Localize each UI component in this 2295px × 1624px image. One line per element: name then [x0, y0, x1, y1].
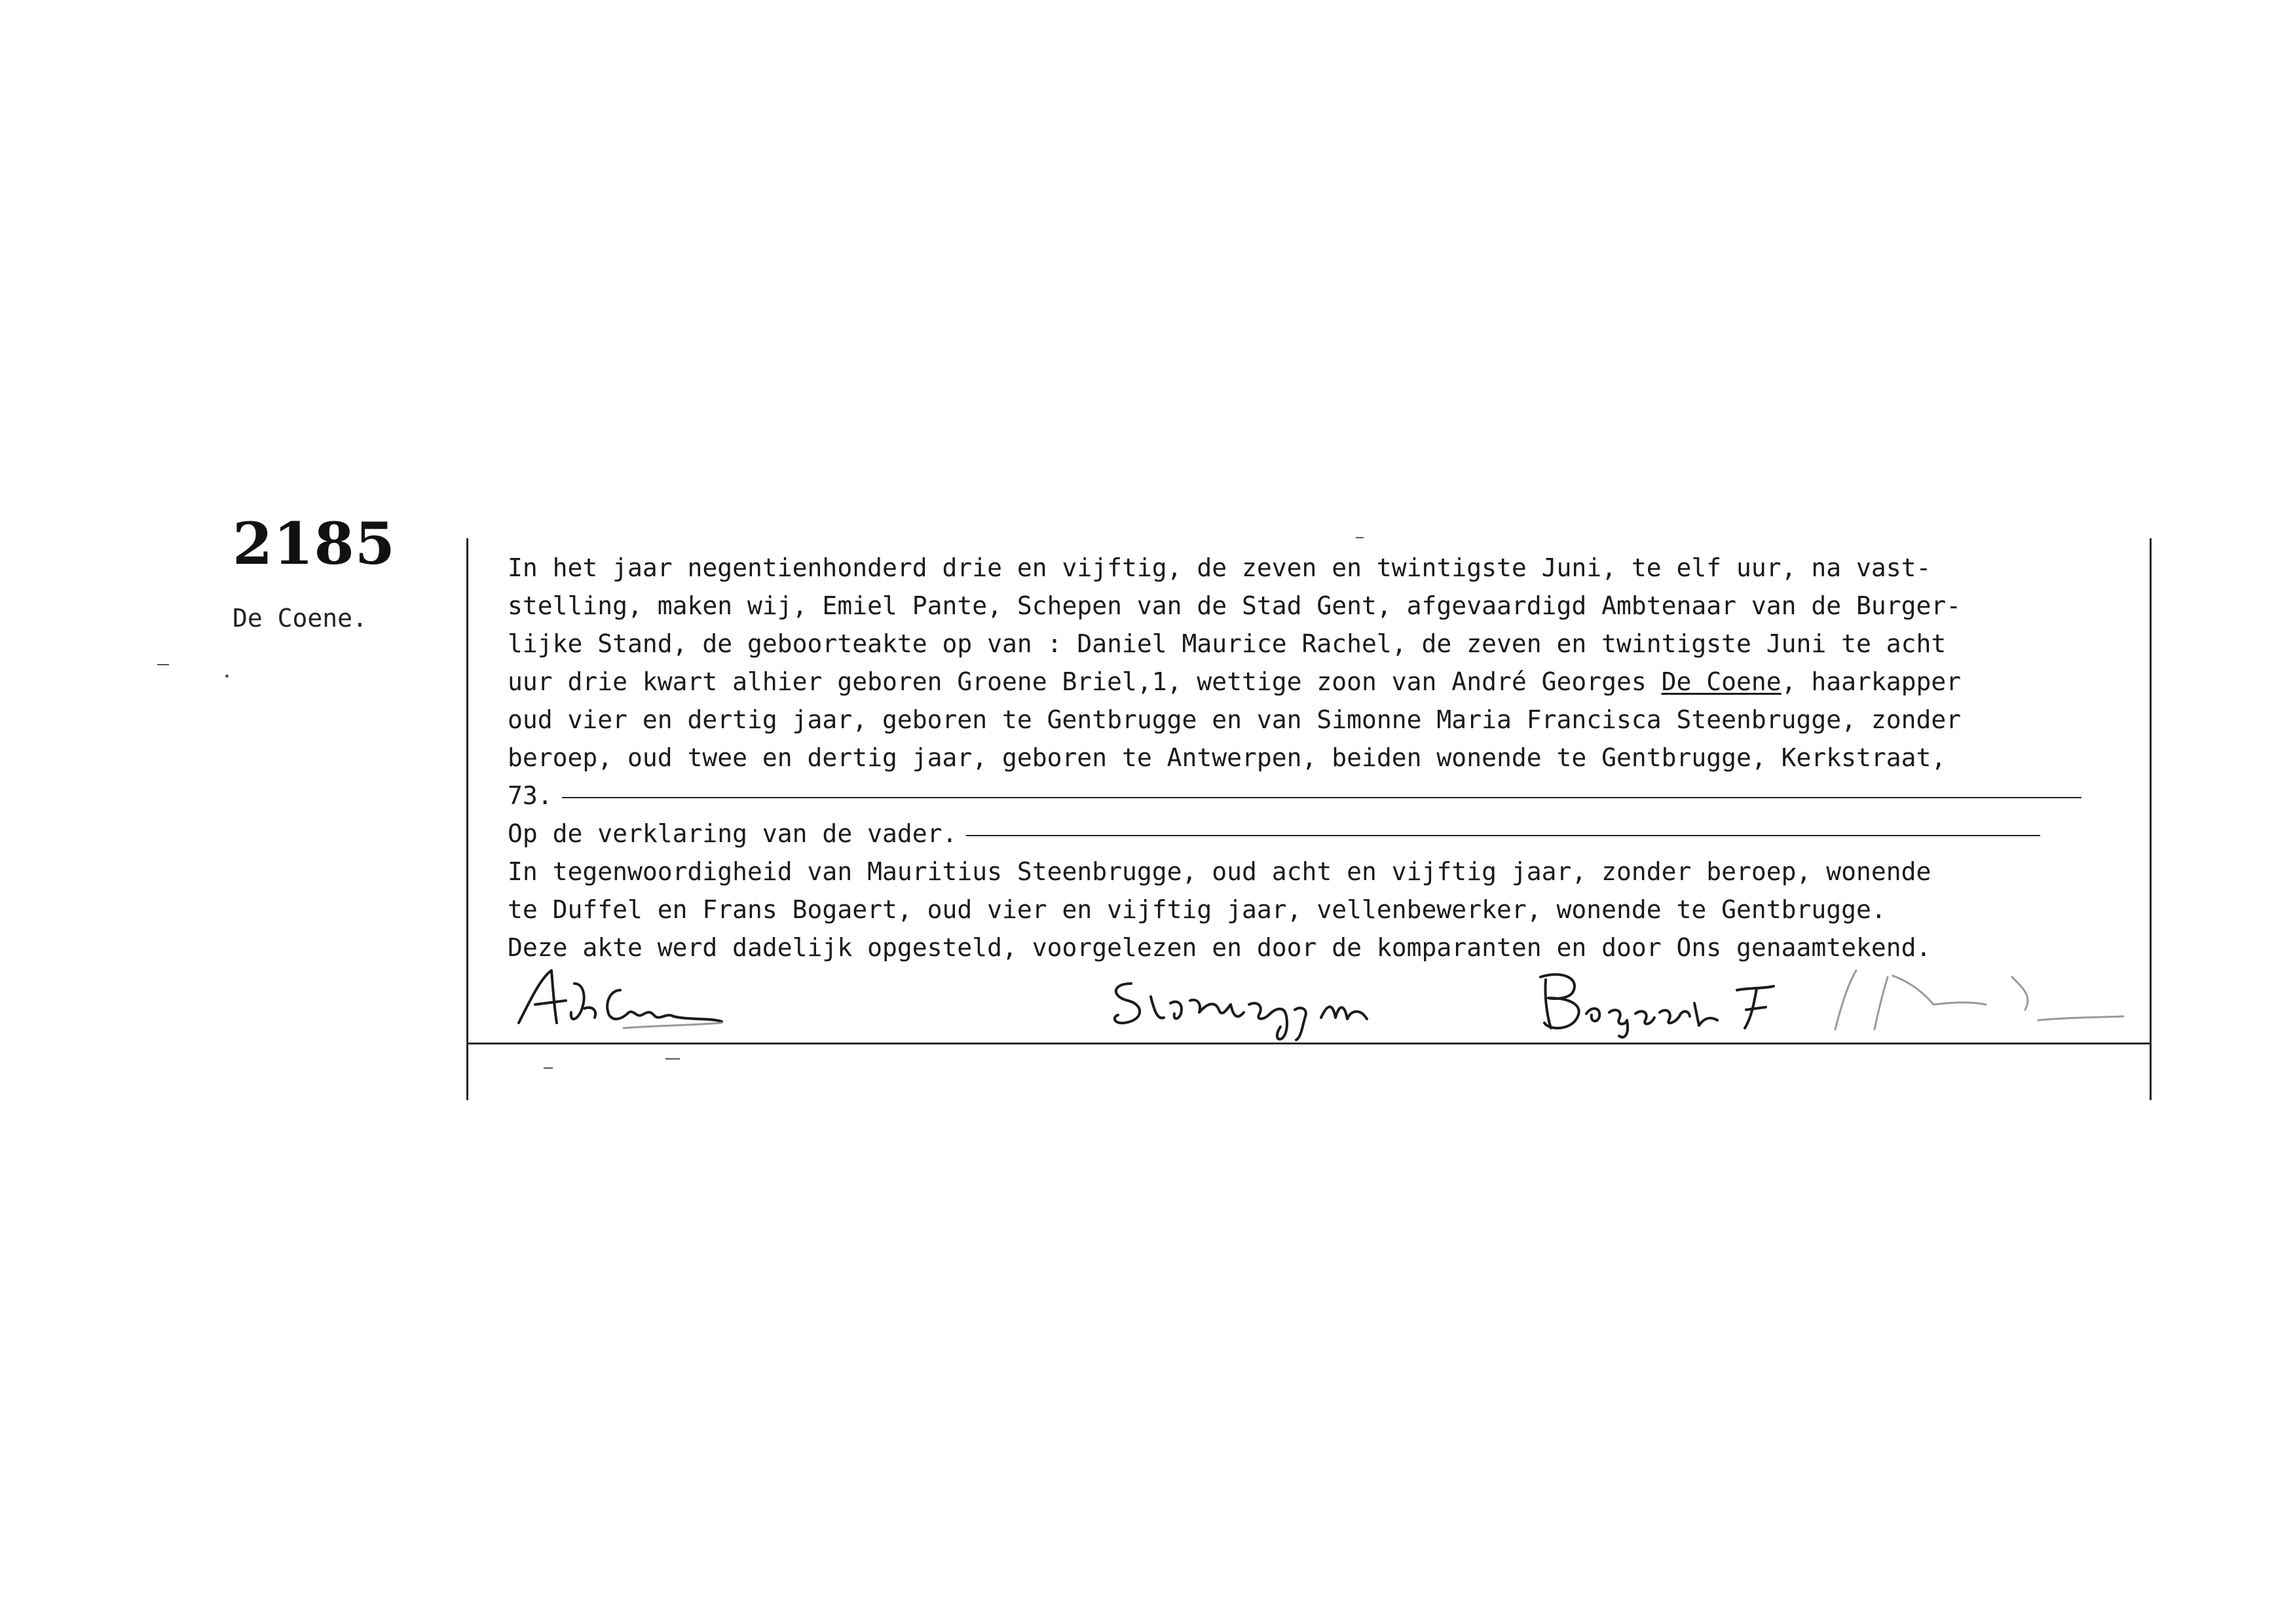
scan-speck — [157, 664, 169, 665]
signature-de-coene — [506, 957, 728, 1043]
act-line-10: te Duffel en Frans Bogaert, oud vier en vijftig jaar, vellenbewerker, wonende te Gentbrugge. — [508, 895, 1886, 924]
birth-act-text — [508, 549, 2132, 967]
house-number: 73. — [508, 781, 553, 810]
official-paraph — [1816, 957, 2130, 1043]
act-line-4 — [508, 663, 2132, 701]
act-line-4-prefix: uur drie kwart alhier geboren Groene Briel,1, wettige zoon van André Georges — [508, 667, 1662, 696]
scan-speck — [544, 1067, 553, 1069]
fill-rule-2 — [966, 835, 2040, 836]
act-line-6: beroep, oud twee en dertig jaar, geboren te Antwerpen, beiden wonende te Gentbrugge, Kerkstraat, — [508, 743, 1947, 772]
signature-bogaert — [1514, 957, 1816, 1043]
act-line-1: In het jaar negentienhonderd drie en vijftig, de zeven en twintigste Juni, te elf uur, na vast- — [508, 553, 1931, 582]
signatures-area — [466, 957, 2152, 1049]
act-line-8 — [508, 815, 2132, 853]
act-line-9: In tegenwoordigheid van Mauritius Steenbrugge, oud acht en vijftig jaar, zonder beroep, wonende — [508, 857, 1931, 886]
scan-speck — [665, 1058, 680, 1060]
act-line-2: stelling, maken wij, Emiel Pante, Schepen van de Stad Gent, afgevaardigd Ambtenaar van de Burger- — [508, 591, 1962, 620]
scan-speck — [225, 674, 229, 678]
signature-steenbrugge — [1092, 957, 1406, 1043]
declaration-text: Op de verklaring van de vader. — [508, 819, 958, 848]
act-line-3: lijke Stand, de geboorteakte op van : Daniel Maurice Rachel, de zeven en twintigste Juni te acht — [508, 629, 1947, 658]
record-number: 2185 — [233, 509, 396, 578]
act-line-4-suffix: , haarkapper — [1781, 667, 1962, 696]
margin-surname: De Coene. — [233, 604, 367, 633]
act-line-11: Deze akte werd dadelijk opgesteld, voorgelezen en door de komparanten en door Ons genaamtekend. — [508, 933, 1931, 962]
act-line-5: oud vier en dertig jaar, geboren te Gentbrugge en van Simonne Maria Francisca Steenbrugge, zonder — [508, 705, 1962, 734]
fill-rule-1 — [562, 797, 2081, 798]
act-line-7 — [508, 777, 2132, 815]
scan-speck — [1356, 537, 1364, 538]
father-surname: De Coene — [1661, 667, 1782, 696]
